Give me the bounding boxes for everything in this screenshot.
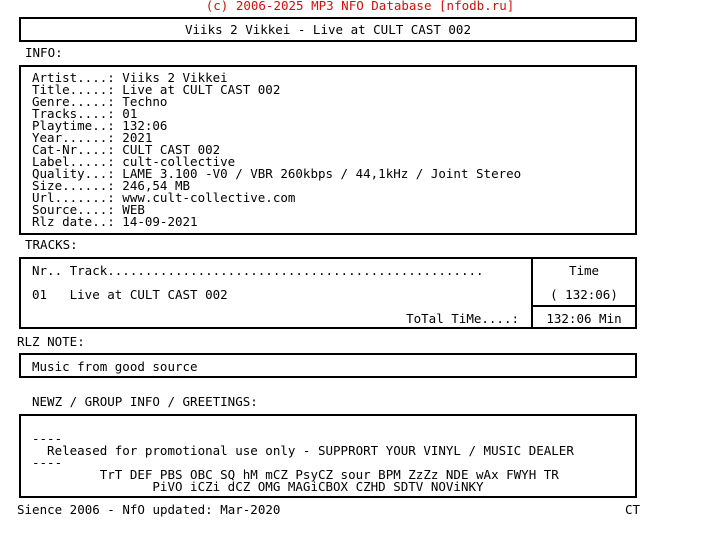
tracks-list-box <box>19 257 533 329</box>
info-line: Tracks....: 01 <box>32 106 138 121</box>
greetings-line: PiVO iCZi dCZ OMG MAGiCBOX CZHD SDTV NOViNKY <box>32 479 484 494</box>
info-line: Quality...: LAME 3.100 -V0 / VBR 260kbps / 44,1kHz / Joint Stereo <box>32 166 522 181</box>
time-header: Time <box>568 263 600 278</box>
note-text: Music from good source <box>32 359 198 374</box>
info-line: Label.....: cult-collective <box>32 154 236 169</box>
track-time: ( 132:06) <box>550 287 618 302</box>
newz-line: Released for promotional use only - SUPPRORT YOUR VINYL / MUSIC DEALER <box>32 443 574 458</box>
newz-label: NEWZ / GROUP INFO / GREETINGS: <box>32 394 258 409</box>
info-line: Playtime..: 132:06 <box>32 118 168 133</box>
info-line: Source....: WEB <box>32 202 145 217</box>
track-row: 01 Live at CULT CAST 002 <box>32 287 228 302</box>
footer-updated: Sience 2006 - NfO updated: Mar-2020 <box>17 502 281 517</box>
total-time-value: 132:06 Min <box>546 311 622 326</box>
site-header: (c) 2006-2025 MP3 NFO Database [nfodb.ru] <box>205 0 515 13</box>
info-line: Artist....: Viiks 2 Vikkei <box>32 70 228 85</box>
tracks-header: Nr.. Track.................................................. <box>32 263 484 278</box>
total-time-label: ToTal TiMe....: <box>406 311 519 326</box>
note-label: RLZ NOTE: <box>17 334 85 349</box>
note-box <box>19 353 637 378</box>
time-column-box <box>531 257 637 307</box>
release-title: Viiks 2 Vikkei - Live at CULT CAST 002 <box>185 22 471 37</box>
newz-line: ---- <box>32 431 63 446</box>
newz-line: ---- <box>32 455 63 470</box>
info-line: Rlz date..: 14-09-2021 <box>32 214 198 229</box>
info-line: Cat-Nr....: CULT CAST 002 <box>32 142 221 157</box>
info-line: Url.......: www.cult-collective.com <box>32 190 296 205</box>
info-box <box>19 65 637 235</box>
info-label: INFO: <box>25 45 63 60</box>
total-time-box <box>531 305 637 329</box>
newz-box <box>19 414 637 498</box>
info-line: Year......: 2021 <box>32 130 153 145</box>
greetings-line: TrT DEF PBS OBC SQ hM mCZ PsyCZ sour BPM ZzZz NDE wAx FWYH TR <box>32 467 559 482</box>
title-box <box>19 17 637 42</box>
footer-tag: CT <box>625 502 641 517</box>
info-line: Title.....: Live at CULT CAST 002 <box>32 82 281 97</box>
info-line: Size......: 246,54 MB <box>32 178 191 193</box>
info-line: Genre.....: Techno <box>32 94 168 109</box>
tracks-label: TRACKS: <box>25 237 78 252</box>
